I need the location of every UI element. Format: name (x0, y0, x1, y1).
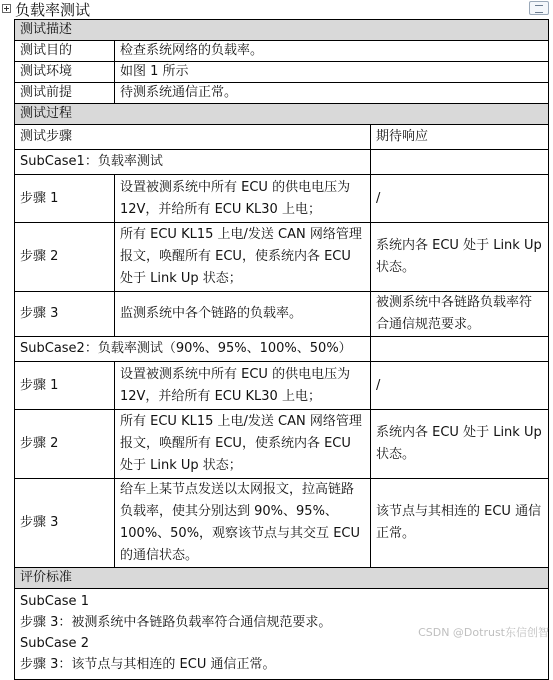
step-label: 步骤 1 (15, 362, 115, 410)
step-label: 步骤 2 (15, 410, 115, 479)
empty-cell (371, 337, 549, 362)
section-header: 评价标准 (15, 568, 549, 589)
section-header: 测试过程 (15, 104, 549, 125)
step-expected: 该节点与其相连的 ECU 通信正常。 (371, 479, 549, 568)
table-row (15, 83, 549, 104)
step-action: 设置被测系统中所有 ECU 的供电电压为 12V，并给所有 ECU KL30 上电； (115, 175, 371, 223)
table-row (15, 62, 549, 83)
subcase-row (15, 150, 549, 175)
step-row (15, 410, 549, 479)
column-header-expected: 期待响应 (371, 125, 549, 150)
evaluation-line: SubCase 2 (20, 636, 89, 651)
test-case-table (14, 19, 548, 680)
row-label: 测试目的 (15, 41, 115, 62)
section-row-evaluation (15, 568, 549, 589)
step-action: 设置被测系统中所有 ECU 的供电电压为 12V，并给所有 ECU KL30 上电； (115, 362, 371, 410)
subcase-row (15, 337, 549, 362)
step-action: 监测系统中各个链路的负载率。 (115, 292, 371, 337)
doc-header (0, 0, 553, 20)
step-expected: 系统内各 ECU 处于 Link Up 状态。 (371, 410, 549, 479)
section-row-description (15, 20, 549, 41)
watermark: CSDN @Dotrust东信创智 (418, 626, 549, 639)
step-action: 给车上某节点发送以太网报文，拉高链路负载率，使其分别达到 90%、95%、100%、50%，观察该节点与其交互 ECU 的通信状态。 (115, 479, 371, 568)
subcase-title: SubCase2：负载率测试（90%、95%、100%、50%） (15, 337, 371, 362)
evaluation-line: 步骤 3：该节点与其相连的 ECU 通信正常。 (20, 657, 276, 672)
step-action: 所有 ECU KL15 上电/发送 CAN 网络管理报文，唤醒所有 ECU，使系统内各 ECU 处于 Link Up 状态； (115, 223, 371, 292)
step-action: 所有 ECU KL15 上电/发送 CAN 网络管理报文，唤醒所有 ECU，使系统内各 ECU 处于 Link Up 状态； (115, 410, 371, 479)
table-header-row (15, 125, 549, 150)
step-row (15, 292, 549, 337)
step-row (15, 223, 549, 292)
section-row-process (15, 104, 549, 125)
step-label: 步骤 3 (15, 479, 115, 568)
doc-title: 负载率测试 (15, 1, 91, 19)
row-value: 如图 1 所示 (115, 62, 549, 83)
step-row (15, 479, 549, 568)
step-label: 步骤 2 (15, 223, 115, 292)
step-row (15, 175, 549, 223)
subcase-title: SubCase1：负载率测试 (15, 150, 371, 175)
step-expected: / (371, 362, 549, 410)
step-label: 步骤 3 (15, 292, 115, 337)
column-header-steps: 测试步骤 (15, 125, 371, 150)
row-value: 待测系统通信正常。 (115, 83, 549, 104)
step-row (15, 362, 549, 410)
row-value: 检查系统网络的负载率。 (115, 41, 549, 62)
row-label: 测试环境 (15, 62, 115, 83)
step-label: 步骤 1 (15, 175, 115, 223)
evaluation-line: SubCase 1 (20, 594, 89, 609)
step-expected: 被测系统中各链路负载率符合通信规范要求。 (371, 292, 549, 337)
evaluation-line: 步骤 3：被测系统中各链路负载率符合通信规范要求。 (20, 615, 332, 630)
step-expected: / (371, 175, 549, 223)
empty-cell (371, 150, 549, 175)
row-label: 测试前提 (15, 83, 115, 104)
table-row (15, 41, 549, 62)
table-handle-icon[interactable] (529, 1, 549, 15)
section-header: 测试描述 (15, 20, 549, 41)
expand-icon[interactable] (2, 4, 11, 13)
step-expected: 系统内各 ECU 处于 Link Up 状态。 (371, 223, 549, 292)
